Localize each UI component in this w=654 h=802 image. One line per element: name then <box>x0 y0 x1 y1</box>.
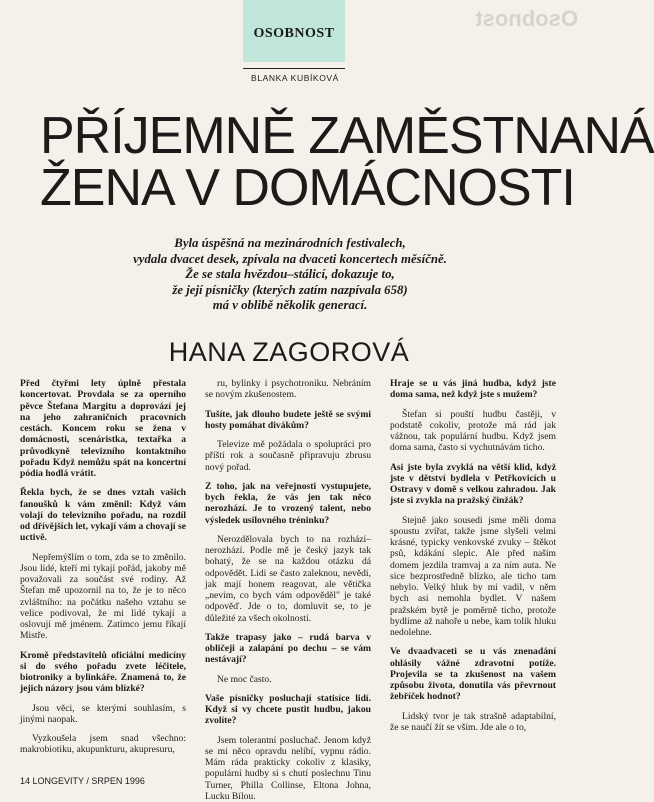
interview-question: Hraje se u vás jiná hudba, když jste doma sama, než když jste s mužem? <box>390 378 556 401</box>
page-footer: 14 LONGEVITY / SRPEN 1996 <box>20 776 240 786</box>
interview-question: Asi jste byla zvyklá na větší klid, když jste v dětství bydlela v Petřkovicích u Ostravy v domě s velkou zahradou. Jak jste si zvykla na pražský činžák? <box>390 462 556 507</box>
text-column-3 <box>390 378 556 748</box>
interview-answer: Nepřemýšlím o tom, zda se to změnilo. Jsou lidé, kteří mi tykají pořád, jakoby mě považovali za součást své rodiny. Až Štefan mě upozornil na to, že je to něco zvláštního: na počátku našeho vztahu se velice podivoval, že mi lidé tykají a oslovují mě jménem. Zatímco jemu říkají Mistře. <box>20 552 186 642</box>
interview-answer: Televize mě požádala o spolupráci pro příští rok a současně připravuju zbrusu nový pořad. <box>205 439 371 473</box>
interview-answer: Stejně jako sousedi jsme měli doma spoustu zvířat, takže jsme slyšeli velmi krásné, typicky venkovské zvuky – štěkot psů, kdákání slepic. Ale před naším domem jezdila tramvaj a za ním auta. Ne sice bezprostředně blízko, ale ticho tam nebylo. Velký hluk by mi vadil, v něm bych asi nemohla bydlet. V našem pražském bytě je poměrně ticho, protože bydlíme až nahoře u nebe, kam tolik hluku nedolehne. <box>390 515 556 639</box>
lead-line: Že se stala hvězdou–stálicí, dokazuje to, <box>120 267 460 283</box>
text-column-2 <box>205 378 371 748</box>
interview-question: Před čtyřmi lety úplně přestala koncertovat. Provdala se za operního pěvce Štefana Margitu a doprovází jej na jeho zahraničních pracovních cestách. Koncem roku se žena v domácnosti, scenáristka, textařka a průvodkyně televizního kontaktního pořadu Když nemůžu spát na koncertní pódia hodlá vrátit. <box>20 378 186 479</box>
headline-line-1: PŘÍJEMNĚ ZAMĚSTNANÁ <box>40 110 540 162</box>
interview-question: Kromě představitelů oficiální medicíny si do svého pořadu zvete léčitele, biotroniky a bylinkáře. Znamená to, že jejich názory jsou vám blízké? <box>20 650 186 695</box>
section-label: OSOBNOST <box>243 26 345 42</box>
headline-line-2: ŽENA V DOMÁCNOSTI <box>40 162 540 214</box>
interviewee-name: HANA ZAGOROVÁ <box>60 337 518 368</box>
lead-line: Byla úspěšná na mezinárodních festivalech, <box>120 236 460 252</box>
interview-question: Ve dvaadvaceti se u vás znenadání ohlásily vážné zdravotní potíže. Projevila se ta zkušenost na vašem způsobu života, donutila vás převrnout žebříček hodnot? <box>390 646 556 702</box>
interview-answer: Ne moc často. <box>205 674 371 685</box>
lead-line: má v oblibě několik generací. <box>120 298 460 314</box>
interview-question: Z toho, jak na veřejnosti vystupujete, bych řekla, že vás jen tak něco nerozhází. Je to vrozený talent, nebo výsledek usilovného tréninku? <box>205 481 371 526</box>
interview-answer: Nerozdělovala bych to na rozhází–nerozhází. Podle mě je český jazyk tak bohatý, že se na každou otázku dá odpovědět. Lidi se často zaleknou, nevědí, jak mají honem reagovat, ale větička „nevím, co bych vám odpověděl" je také odpověď. Jde o to, domluvit se, to je důležité za všech okolností. <box>205 534 371 624</box>
author-rule <box>243 68 345 69</box>
interview-question: Tušíte, jak dlouho budete ještě se svými hosty pomáhat divákům? <box>205 409 371 432</box>
interview-answer: Vyzkoušela jsem snad všechno: makrobiotiku, akupunkturu, akupresuru, <box>20 733 186 756</box>
interview-question: Vaše písničky posluchají statisíce lidí. Když si vy chcete pustit hudbu, jakou zvolíte? <box>205 693 371 727</box>
interview-answer: ru, bylinky i psychotroniku. Nebráním se novým zkušenostem. <box>205 378 371 401</box>
text-column-1 <box>20 378 186 748</box>
interview-answer: Jsem tolerantní posluchač. Jenom když se mi něco opravdu nelíbí, vypnu rádio. Mám ráda prakticky cokoliv z klasiky, populární hudby si s chutí poslechnu Tinu Turner, Philla Collinse, Eltona Johna, Lucku Bílou. <box>205 735 371 802</box>
lead-line: že její písničky (kterých zatím nazpívala 658) <box>120 283 460 299</box>
show-through-text: Osobnost <box>380 6 578 42</box>
lead-line: vydala dvacet desek, zpívala na dvaceti koncertech měsíčně. <box>120 252 460 268</box>
lead-paragraph <box>120 236 460 314</box>
interview-answer: Jsou věci, se kterými souhlasím, s jinými naopak. <box>20 703 186 726</box>
interview-answer: Lidský tvor je tak strašně adaptabilní, že se naučí žít se vším. Jde ale o to, <box>390 711 556 734</box>
interview-question: Takže trapasy jako – rudá barva v obličeji a zalapání po dechu – se vám nestávají? <box>205 632 371 666</box>
interview-question: Řekla bych, že se dnes vztah vašich fanoušků k vám změnil: Když vám volají do televizního pořadu, na rozdíl od dřívějších let, vykají vám a chovají se uctivě. <box>20 487 186 543</box>
author-byline: BLANKA KUBÍKOVÁ <box>220 73 370 83</box>
interview-answer: Štefan si pouští hudbu častěji, v podstatě cokoliv, protože má rád jak vážnou, tak populární hudbu. Když jsem doma sama, často si vychutnávám ticho. <box>390 409 556 454</box>
